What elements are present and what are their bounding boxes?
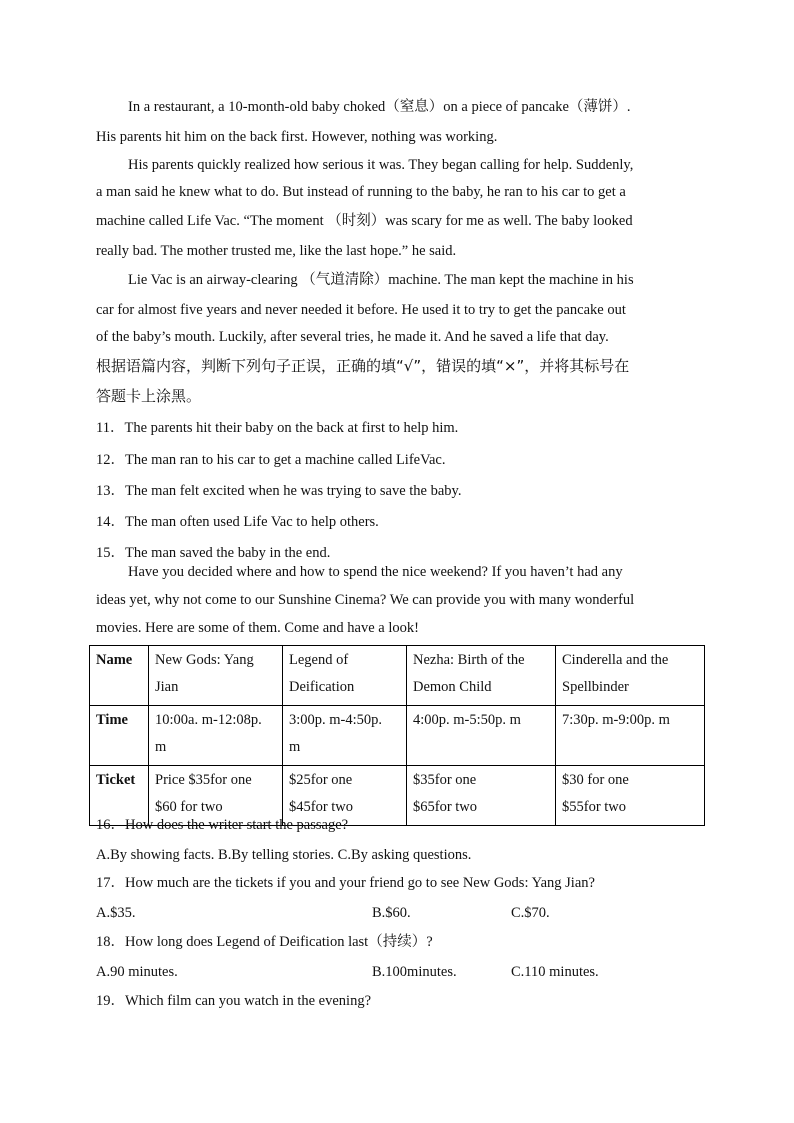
question-18-option-c: C.110 minutes.: [511, 964, 599, 980]
table-cell: [407, 646, 556, 706]
table-cell: [149, 646, 283, 706]
statement-text: The man often used Life Vac to help others.: [125, 514, 379, 530]
statement-number: 12．: [96, 452, 125, 468]
passage2-line-2: ideas yet, why not come to our Sunshine Cinema? We can provide you with many wonderful: [96, 592, 635, 608]
table-row-time: [90, 706, 705, 766]
statement-number: 11．: [96, 420, 125, 436]
cell-line: 3:00p. m-4:50p.: [289, 712, 383, 728]
cell-line: Deification: [289, 679, 355, 695]
table-cell: [407, 706, 556, 766]
cell-line: $55for two: [562, 799, 627, 815]
table-cell: [149, 706, 283, 766]
question-18-option-a: A.90 minutes.: [96, 964, 178, 980]
cell-line: $35for one: [413, 772, 477, 788]
question-17-option-c: C.$70.: [511, 905, 550, 921]
statement-number: 14．: [96, 514, 125, 530]
statement-11: [96, 418, 700, 438]
passage1-line-8: car for almost five years and never needed it before. He used it to try to get the pancake out: [96, 302, 626, 318]
question-16-stem: 16．How does the writer start the passage?: [96, 817, 349, 833]
statement-15: [96, 543, 700, 563]
question-17-option-b: B.$60.: [372, 905, 411, 921]
statement-text: The man saved the baby in the end.: [125, 545, 331, 561]
cell-line: $25for one: [289, 772, 353, 788]
passage2-line-1: Have you decided where and how to spend the nice weekend? If you haven’t had any: [128, 564, 623, 580]
passage1-line-9: of the baby’s mouth. Luckily, after several tries, he made it. And he saved a life that day.: [96, 329, 609, 345]
passage1-line-5: machine called Life Vac. “The moment （时刻）was scary for me as well. The baby looked: [96, 213, 633, 229]
cell-line: $60 for two: [155, 799, 223, 815]
passage1-line-4: a man said he knew what to do. But instead of running to the baby, he ran to his car to get a: [96, 184, 626, 200]
passage1-line-6: really bad. The mother trusted me, like the last hope.” he said.: [96, 243, 457, 259]
cell-line: 7:30p. m-9:00p. m: [562, 712, 670, 728]
statement-text: The parents hit their baby on the back at first to help him.: [124, 420, 459, 436]
passage1-line-2: His parents hit him on the back first. However, nothing was working.: [96, 129, 498, 145]
passage1-line-7: Lie Vac is an airway-clearing （气道清除）machine. The man kept the machine in his: [128, 272, 634, 288]
cell-line: $45for two: [289, 799, 354, 815]
cell-line: m: [289, 739, 301, 755]
cell-line: Demon Child: [413, 679, 492, 695]
instruction-line-1: 根据语篇内容，判断下列句子正误，正确的填“√”，错误的填“×”，并将其标号在: [96, 357, 630, 375]
question-16-options: A.By showing facts. B.By telling stories. C.By asking questions.: [96, 847, 472, 863]
movie-schedule-table: [89, 645, 705, 826]
cell-line: 10:00a. m-12:08p.: [155, 712, 262, 728]
statement-number: 15．: [96, 545, 125, 561]
instruction-line-2: 答题卡上涂黑。: [96, 387, 202, 405]
cell-line: Legend of: [289, 652, 349, 668]
table-cell: [556, 646, 705, 706]
statement-text: The man ran to his car to get a machine called LifeVac.: [125, 452, 446, 468]
passage1-line-1: In a restaurant, a 10-month-old baby choked（窒息）on a piece of pancake（薄饼）.: [128, 99, 631, 115]
passage1-line-3: His parents quickly realized how serious it was. They began calling for help. Suddenly,: [128, 157, 634, 173]
cell-line: m: [155, 739, 167, 755]
statement-12: [96, 450, 700, 470]
cell-line: Spellbinder: [562, 679, 629, 695]
question-18-stem: 18．How long does Legend of Deification last（持续）?: [96, 934, 433, 950]
cell-line: Price $35for one: [155, 772, 252, 788]
cell-line: $30 for one: [562, 772, 629, 788]
statement-13: [96, 481, 700, 501]
question-17-stem: 17．How much are the tickets if you and your friend go to see New Gods: Yang Jian?: [96, 875, 595, 891]
table-cell: [556, 706, 705, 766]
table-cell: [283, 706, 407, 766]
row-header-ticket: Ticket: [90, 766, 149, 826]
question-19-stem: 19．Which film can you watch in the evening?: [96, 993, 372, 1009]
row-header-time: Time: [90, 706, 149, 766]
statement-14: [96, 512, 700, 532]
row-header-name: Name: [90, 646, 149, 706]
table-row-name: [90, 646, 705, 706]
cell-line: Cinderella and the: [562, 652, 669, 668]
table-cell: [283, 646, 407, 706]
cell-line: New Gods: Yang: [155, 652, 254, 668]
question-17-option-a: A.$35.: [96, 905, 136, 921]
question-18-option-b: B.100minutes.: [372, 964, 457, 980]
statement-number: 13．: [96, 483, 125, 499]
passage2-line-3: movies. Here are some of them. Come and have a look!: [96, 620, 419, 636]
statement-text: The man felt excited when he was trying to save the baby.: [125, 483, 462, 499]
cell-line: 4:00p. m-5:50p. m: [413, 712, 521, 728]
cell-line: Nezha: Birth of the: [413, 652, 525, 668]
cell-line: Jian: [155, 679, 179, 695]
cell-line: $65for two: [413, 799, 478, 815]
